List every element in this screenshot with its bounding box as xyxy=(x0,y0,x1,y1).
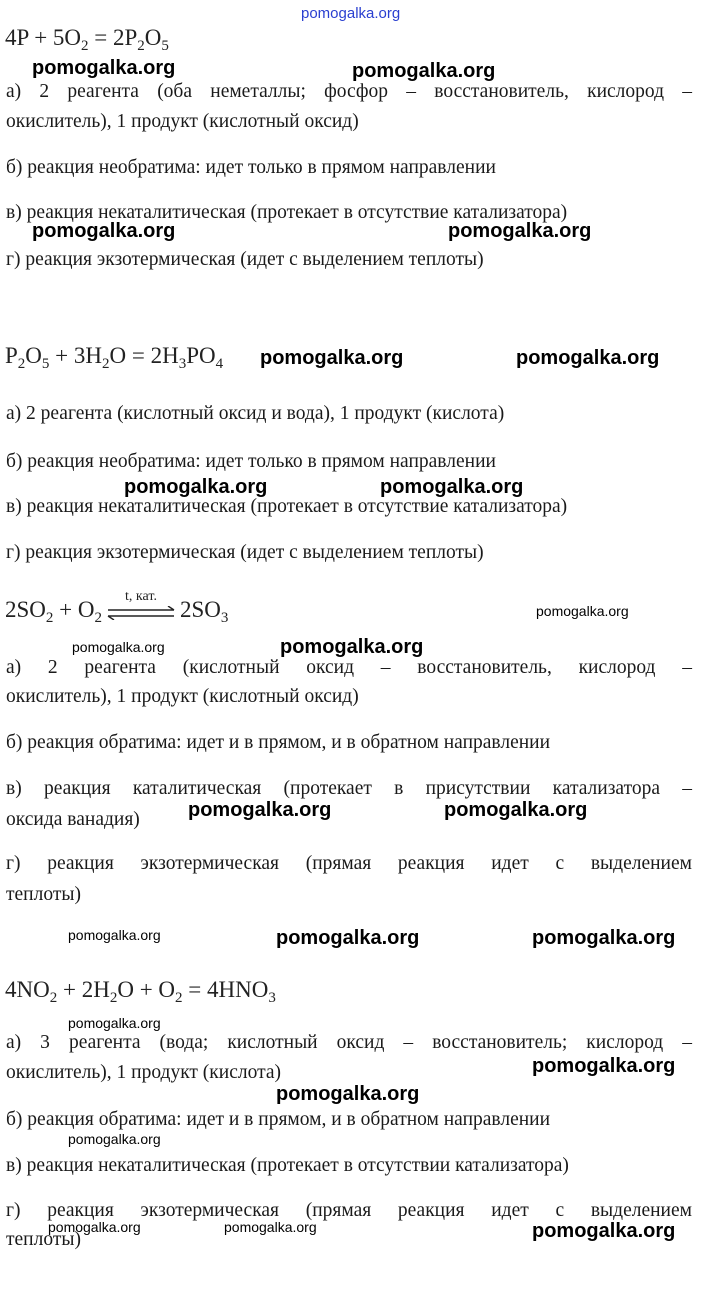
equation-4 xyxy=(5,976,276,1004)
formula-subscript: 2 xyxy=(49,990,58,1006)
formula-text: P xyxy=(5,343,18,368)
watermark: pomogalka.org xyxy=(48,1219,141,1235)
text-line: а) 2 реагента (кислотный оксид и вода), 1 продукт (кислота) xyxy=(6,403,505,424)
watermark: pomogalka.org xyxy=(72,639,165,655)
watermark: pomogalka.org xyxy=(68,1015,161,1031)
watermark: pomogalka.org xyxy=(276,927,420,949)
text-line: а) 2 реагента (оба неметаллы; фосфор – восстановитель, кислород – xyxy=(6,81,692,102)
reversible-arrow-icon xyxy=(106,589,176,624)
formula-subscript: 2 xyxy=(109,990,118,1006)
formula-text: O = 2H xyxy=(109,343,179,368)
text-line: оксида ванадия) xyxy=(6,809,140,830)
equation-2 xyxy=(5,342,223,370)
watermark: pomogalka.org xyxy=(532,1220,676,1242)
text-line: в) реакция каталитическая (протекает в присутствии катализатора – xyxy=(6,778,692,799)
text-line: а) 2 реагента (кислотный оксид – восстановитель, кислород – xyxy=(6,657,692,678)
watermark: pomogalka.org xyxy=(536,603,629,619)
text-line: г) реакция экзотермическая (прямая реакция идет с выделением xyxy=(6,853,692,874)
text-line: б) реакция обратима: идет и в прямом, и в обратном направлении xyxy=(6,732,551,753)
watermark: pomogalka.org xyxy=(32,57,176,79)
watermark: pomogalka.org xyxy=(380,476,524,498)
formula-text: 4NO xyxy=(5,977,50,1002)
formula-subscript: 3 xyxy=(220,610,229,626)
formula-subscript: 3 xyxy=(268,990,276,1006)
formula-subscript: 2 xyxy=(175,990,183,1006)
text-line: окислитель), 1 продукт (кислотный оксид) xyxy=(6,686,359,707)
watermark: pomogalka.org xyxy=(301,5,401,22)
text-line: теплоты) xyxy=(6,1229,81,1250)
watermark: pomogalka.org xyxy=(188,799,332,821)
watermark: pomogalka.org xyxy=(32,220,176,242)
text-line: б) реакция необратима: идет только в прямом направлении xyxy=(6,157,496,178)
text-line: теплоты) xyxy=(6,884,81,905)
text-line: в) реакция некаталитическая (протекает в отсутствие катализатора) xyxy=(6,496,568,517)
watermark: pomogalka.org xyxy=(444,799,588,821)
watermark: pomogalka.org xyxy=(532,927,676,949)
formula-subscript: 2 xyxy=(45,610,54,626)
text-line: окислитель), 1 продукт (кислотный оксид) xyxy=(6,111,359,132)
formula-text: O + O xyxy=(117,977,176,1002)
watermark: pomogalka.org xyxy=(276,1083,420,1105)
formula-subscript: 5 xyxy=(161,38,169,54)
formula-text: O xyxy=(144,25,162,50)
formula-subscript: 4 xyxy=(215,356,224,372)
equation-3 xyxy=(5,589,229,626)
text-line: а) 3 реагента (вода; кислотный оксид – восстановитель; кислород – xyxy=(6,1032,692,1053)
text-line: б) реакция обратима: идет и в прямом, и в обратном направлении xyxy=(6,1109,551,1130)
formula-subscript: 2 xyxy=(17,356,26,372)
formula-subscript: 2 xyxy=(94,610,102,626)
equation-1 xyxy=(5,24,169,52)
formula-text: + 2H xyxy=(57,977,110,1002)
formula-subscript: 2 xyxy=(137,38,145,54)
formula-text: 2SO xyxy=(180,597,221,622)
formula-subscript: 2 xyxy=(102,356,110,372)
watermark: pomogalka.org xyxy=(68,1131,161,1147)
formula-text: PO xyxy=(186,343,216,368)
watermark: pomogalka.org xyxy=(516,347,660,369)
watermark: pomogalka.org xyxy=(68,927,161,943)
watermark: pomogalka.org xyxy=(260,347,404,369)
formula-subscript: 2 xyxy=(81,38,89,54)
text-line: г) реакция экзотермическая (прямая реакция идет с выделением xyxy=(6,1200,692,1221)
watermark: pomogalka.org xyxy=(448,220,592,242)
watermark: pomogalka.org xyxy=(352,60,496,82)
text-line: окислитель), 1 продукт (кислота) xyxy=(6,1062,281,1083)
text-line: б) реакция необратима: идет только в прямом направлении xyxy=(6,451,496,472)
text-line: в) реакция некаталитическая (протекает в отсутствие катализатора) xyxy=(6,202,568,223)
watermark: pomogalka.org xyxy=(532,1055,676,1077)
formula-text: 4P + 5O xyxy=(5,25,82,50)
watermark: pomogalka.org xyxy=(280,636,424,658)
equation-3-right xyxy=(180,597,229,626)
text-line: г) реакция экзотермическая (идет с выделением теплоты) xyxy=(6,542,484,563)
formula-text: = 2P xyxy=(88,25,138,50)
formula-subscript: 3 xyxy=(178,356,187,372)
equation-3-left xyxy=(5,597,102,626)
text-line: г) реакция экзотермическая (идет с выделением теплоты) xyxy=(6,249,484,270)
text-line: в) реакция некаталитическая (протекает в отсутствии катализатора) xyxy=(6,1155,569,1176)
formula-text: + O xyxy=(53,597,95,622)
watermark: pomogalka.org xyxy=(124,476,268,498)
formula-text: = 4HNO xyxy=(182,977,269,1002)
formula-text: 2SO xyxy=(5,597,46,622)
formula-text: + 3H xyxy=(49,343,103,368)
formula-text: O xyxy=(25,343,42,368)
formula-subscript: 5 xyxy=(41,356,50,372)
arrow-label: t, кат. xyxy=(125,589,157,604)
watermark: pomogalka.org xyxy=(224,1219,317,1235)
